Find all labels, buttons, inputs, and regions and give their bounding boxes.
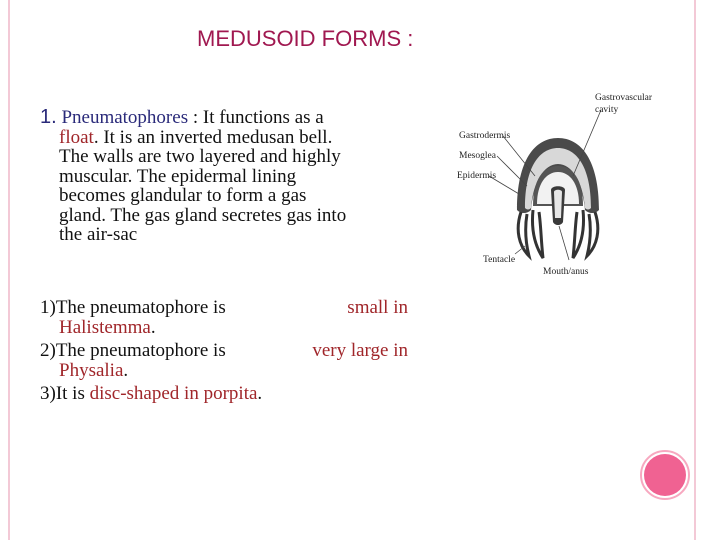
tentacle-1 xyxy=(518,212,529,256)
point-rest-line: the air-sac xyxy=(59,224,138,245)
list-item-end: . xyxy=(123,359,129,381)
list-item-prefix: 1)The pneumatophore is xyxy=(40,297,226,318)
left-frame-line xyxy=(8,0,10,540)
medusa-diagram xyxy=(455,90,661,282)
point-intro: : It functions as a xyxy=(192,107,324,128)
list-item-end: . xyxy=(257,383,263,404)
point-term: Pneumatophores xyxy=(61,107,189,128)
manubrium-inner xyxy=(554,190,562,218)
list-item-highlight: very large in xyxy=(312,340,408,361)
list-item xyxy=(40,298,408,337)
point-rest-line1: . It is an inverted medusan bell. xyxy=(93,126,333,148)
point-rest-line: muscular. The epidermal lining xyxy=(59,165,297,187)
label-mouth: Mouth/anus xyxy=(543,267,589,277)
list-item xyxy=(40,384,408,404)
point-rest-line: gland. The gas gland secretes gas into xyxy=(59,204,347,226)
tentacle-4 xyxy=(587,212,598,256)
point-rest-line: becomes glandular to form a gas xyxy=(59,185,307,206)
label-gastrodermis: Gastrodermis xyxy=(459,131,511,141)
label-tentacle: Tentacle xyxy=(483,255,516,265)
list-item xyxy=(40,341,408,380)
float-word: float xyxy=(59,126,94,148)
point-continuation xyxy=(40,128,408,245)
point-number: 1. xyxy=(40,106,57,128)
list-item-genus: Halistemma xyxy=(59,316,151,338)
list-item-highlight: disc-shaped in porpita xyxy=(89,383,258,404)
slide-title: MEDUSOID FORMS : xyxy=(197,26,414,51)
label-mesoglea: Mesoglea xyxy=(459,151,496,161)
label-gastrovascular-line2: cavity xyxy=(595,105,619,115)
list-item-prefix: 3)It is xyxy=(40,383,85,404)
leader-line xyxy=(559,226,569,260)
medusa-diagram-svg xyxy=(455,90,661,282)
examples-list xyxy=(40,298,408,408)
right-frame-line xyxy=(694,0,696,540)
pneumatophore-description xyxy=(40,108,408,245)
tentacle-3 xyxy=(573,210,584,258)
label-gastrovascular-line1: Gastrovascular xyxy=(595,93,652,103)
tentacle-2 xyxy=(532,210,543,258)
label-epidermis: Epidermis xyxy=(457,171,497,181)
list-item-highlight: small in xyxy=(347,297,408,318)
decorative-circle xyxy=(644,454,686,496)
list-item-prefix: 2)The pneumatophore is xyxy=(40,340,226,361)
list-item-genus: Physalia xyxy=(59,359,124,381)
list-item-end: . xyxy=(150,316,156,338)
point-rest-line: The walls are two layered and highly xyxy=(59,146,341,167)
